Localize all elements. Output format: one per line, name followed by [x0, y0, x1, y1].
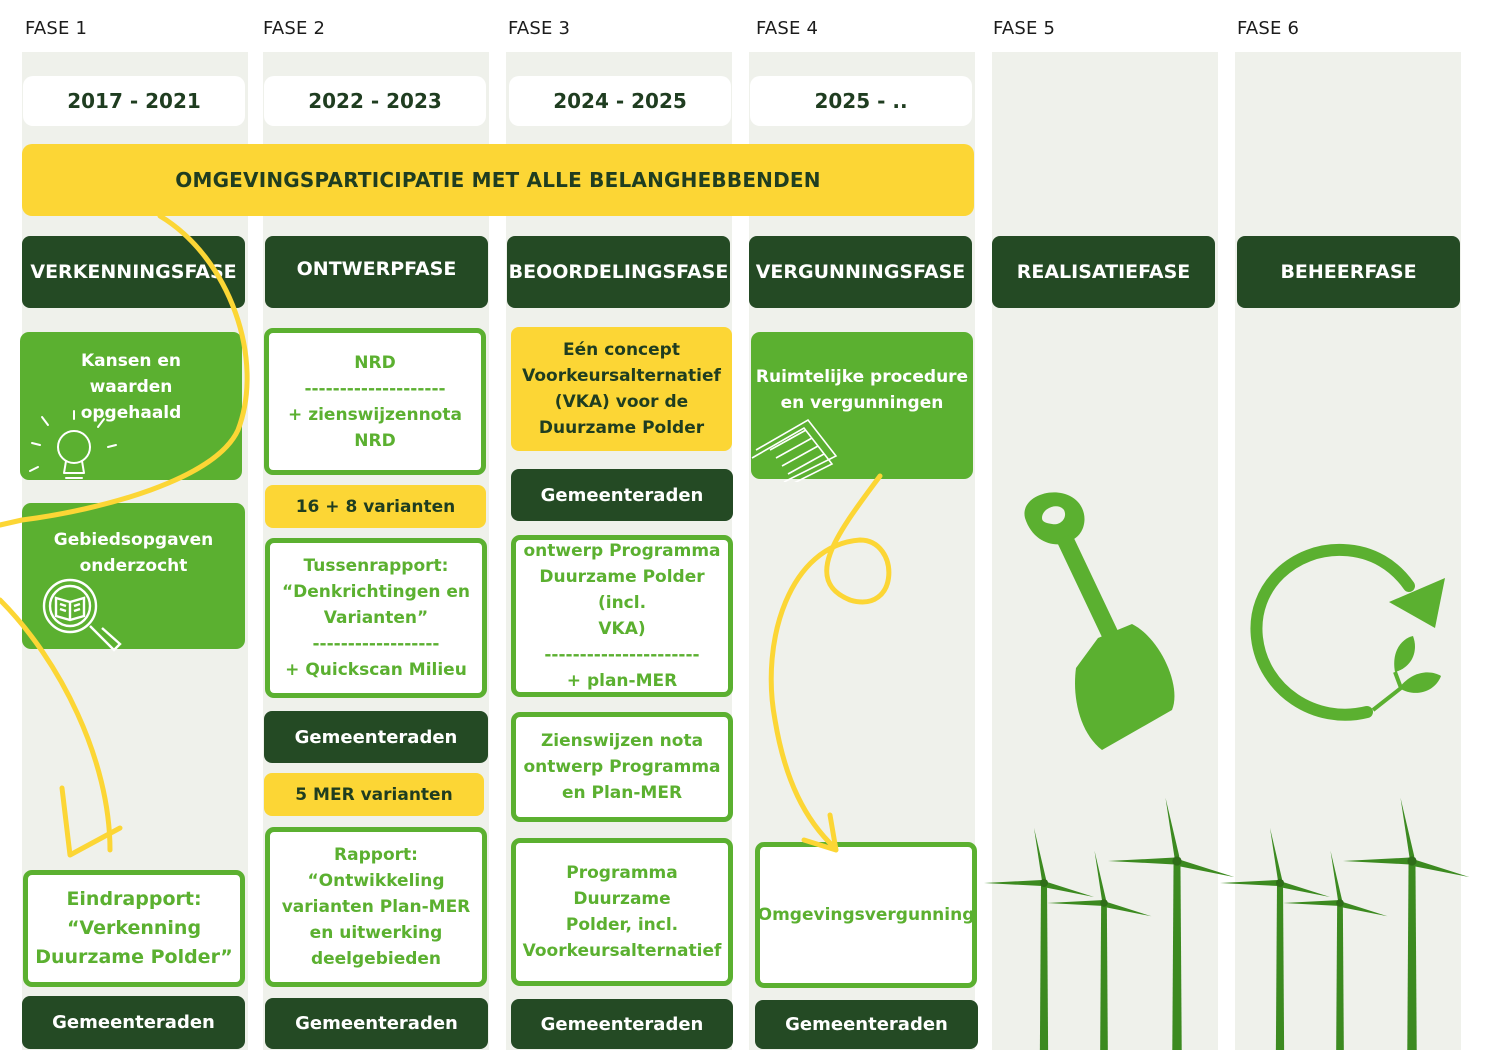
shovel-icon	[1010, 488, 1180, 758]
card-ruimtelijk-line-2: en vergunningen	[780, 393, 944, 413]
phase-title-5: REALISATIEFASE	[992, 236, 1215, 308]
council-fase-2a: Gemeenteraden	[264, 711, 488, 763]
card-eindrapport	[23, 870, 245, 987]
card-zienswijzen-line-2: ontwerp Programma	[523, 757, 721, 777]
phase-label-4: FASE 4	[756, 18, 819, 39]
council-fase-2b: Gemeenteraden	[265, 998, 488, 1049]
council-fase-3b: Gemeenteraden	[511, 999, 733, 1049]
card-eindrapport-line-1: Eindrapport:	[66, 888, 202, 910]
wind-turbines-icon	[980, 795, 1485, 1050]
card-gebied-line-2: onderzocht	[79, 556, 188, 576]
phase-title-1: VERKENNINGSFASE	[22, 236, 245, 308]
card-ontwerp-line-2: Duurzame Polder (incl.	[539, 567, 705, 613]
years-fase-1: 2017 - 2021	[23, 76, 245, 126]
card-rapport-line-4: en uitwerking	[309, 923, 443, 943]
phase-title-4: VERGUNNINGSFASE	[749, 236, 972, 308]
lightbulb-icon	[20, 405, 120, 485]
badge-varianten: 16 + 8 varianten	[265, 485, 486, 528]
book-magnifier-icon	[36, 578, 128, 654]
card-concept-vka	[511, 327, 732, 451]
card-tussenrapport-line-1: Tussenrapport:	[303, 556, 449, 576]
card-gebied-line-1: Gebiedsopgaven	[53, 530, 214, 550]
recycle-leaf-icon	[1245, 540, 1455, 730]
years-fase-2: 2022 - 2023	[264, 76, 486, 126]
card-programma-line-1: Programma Duurzame	[566, 863, 678, 909]
card-nrd	[264, 328, 486, 475]
card-kansen-line-3: opgehaald	[80, 403, 182, 423]
council-fase-3a: Gemeenteraden	[511, 469, 733, 521]
card-rapport-line-1: Rapport:	[334, 845, 418, 865]
card-zienswijzen-line-3: en Plan-MER	[561, 783, 683, 803]
years-fase-4: 2025 - ..	[750, 76, 972, 126]
card-tussenrapport-line-2: “Denkrichtingen en	[281, 582, 471, 602]
card-tussenrapport-separator: ------------------	[312, 634, 440, 654]
card-kansen-line-2: waarden	[89, 377, 173, 397]
card-programma-line-2: Polder, incl.	[565, 915, 679, 935]
participation-banner: OMGEVINGSPARTICIPATIE MET ALLE BELANGHEBBENDEN	[22, 144, 974, 216]
card-nrd-line-1: NRD	[354, 352, 396, 373]
phase-label-2: FASE 2	[263, 18, 326, 39]
card-tussenrapport-line-3: Varianten”	[323, 608, 429, 628]
card-ontwerp-separator: ----------------------	[544, 645, 700, 665]
council-fase-4: Gemeenteraden	[755, 1000, 978, 1049]
card-rapport-line-3: varianten Plan-MER	[281, 897, 471, 917]
card-ontwerp-programma	[511, 535, 733, 697]
card-ontwerp-line-1: ontwerp Programma	[523, 541, 721, 561]
card-tussenrapport-line-4: + Quickscan Milieu	[285, 660, 467, 680]
council-fase-1: Gemeenteraden	[22, 996, 245, 1049]
card-tussenrapport	[265, 538, 487, 698]
card-nrd-separator: --------------------	[304, 378, 446, 399]
card-omgevingsvergunning: Omgevingsvergunning	[755, 842, 977, 988]
card-zienswijzen-line-1: Zienswijzen nota	[540, 731, 704, 751]
card-ruimtelijk-line-1: Ruimtelijke procedure	[755, 367, 969, 387]
card-zienswijzen	[511, 712, 733, 822]
badge-mer-varianten: 5 MER varianten	[264, 773, 484, 816]
card-rapport-line-5: deelgebieden	[310, 949, 442, 969]
card-eindrapport-line-3: Duurzame Polder”	[35, 946, 233, 968]
phase-title-6: BEHEERFASE	[1237, 236, 1460, 308]
card-ontwerp-line-4: + plan-MER	[566, 671, 678, 691]
phase-title-3: BEOORDELINGSFASE	[507, 236, 730, 308]
phase-label-6: FASE 6	[1237, 18, 1300, 39]
documents-icon	[748, 412, 844, 482]
card-nrd-line-2: + zienswijzennota NRD	[288, 404, 462, 451]
card-concept-line-4: Duurzame Polder	[538, 418, 705, 438]
card-kansen-line-1: Kansen en	[80, 351, 182, 371]
card-rapport-line-2: “Ontwikkeling	[307, 871, 445, 891]
card-eindrapport-line-2: “Verkenning	[66, 917, 202, 939]
card-concept-line-3: (VKA) voor de	[554, 392, 689, 412]
card-programma-line-3: Voorkeursalternatief	[522, 941, 722, 961]
years-fase-3: 2024 - 2025	[509, 76, 731, 126]
phase-label-1: FASE 1	[25, 18, 88, 39]
phase-title-2: ONTWERPFASE	[265, 236, 488, 308]
phase-label-5: FASE 5	[993, 18, 1056, 39]
card-ontwerp-line-3: VKA)	[598, 619, 646, 639]
phase-label-3: FASE 3	[508, 18, 571, 39]
card-concept-line-2: Voorkeursalternatief	[522, 366, 721, 386]
card-programma	[511, 838, 733, 986]
card-rapport	[265, 827, 487, 987]
card-concept-line-1: Eén concept	[563, 340, 680, 360]
